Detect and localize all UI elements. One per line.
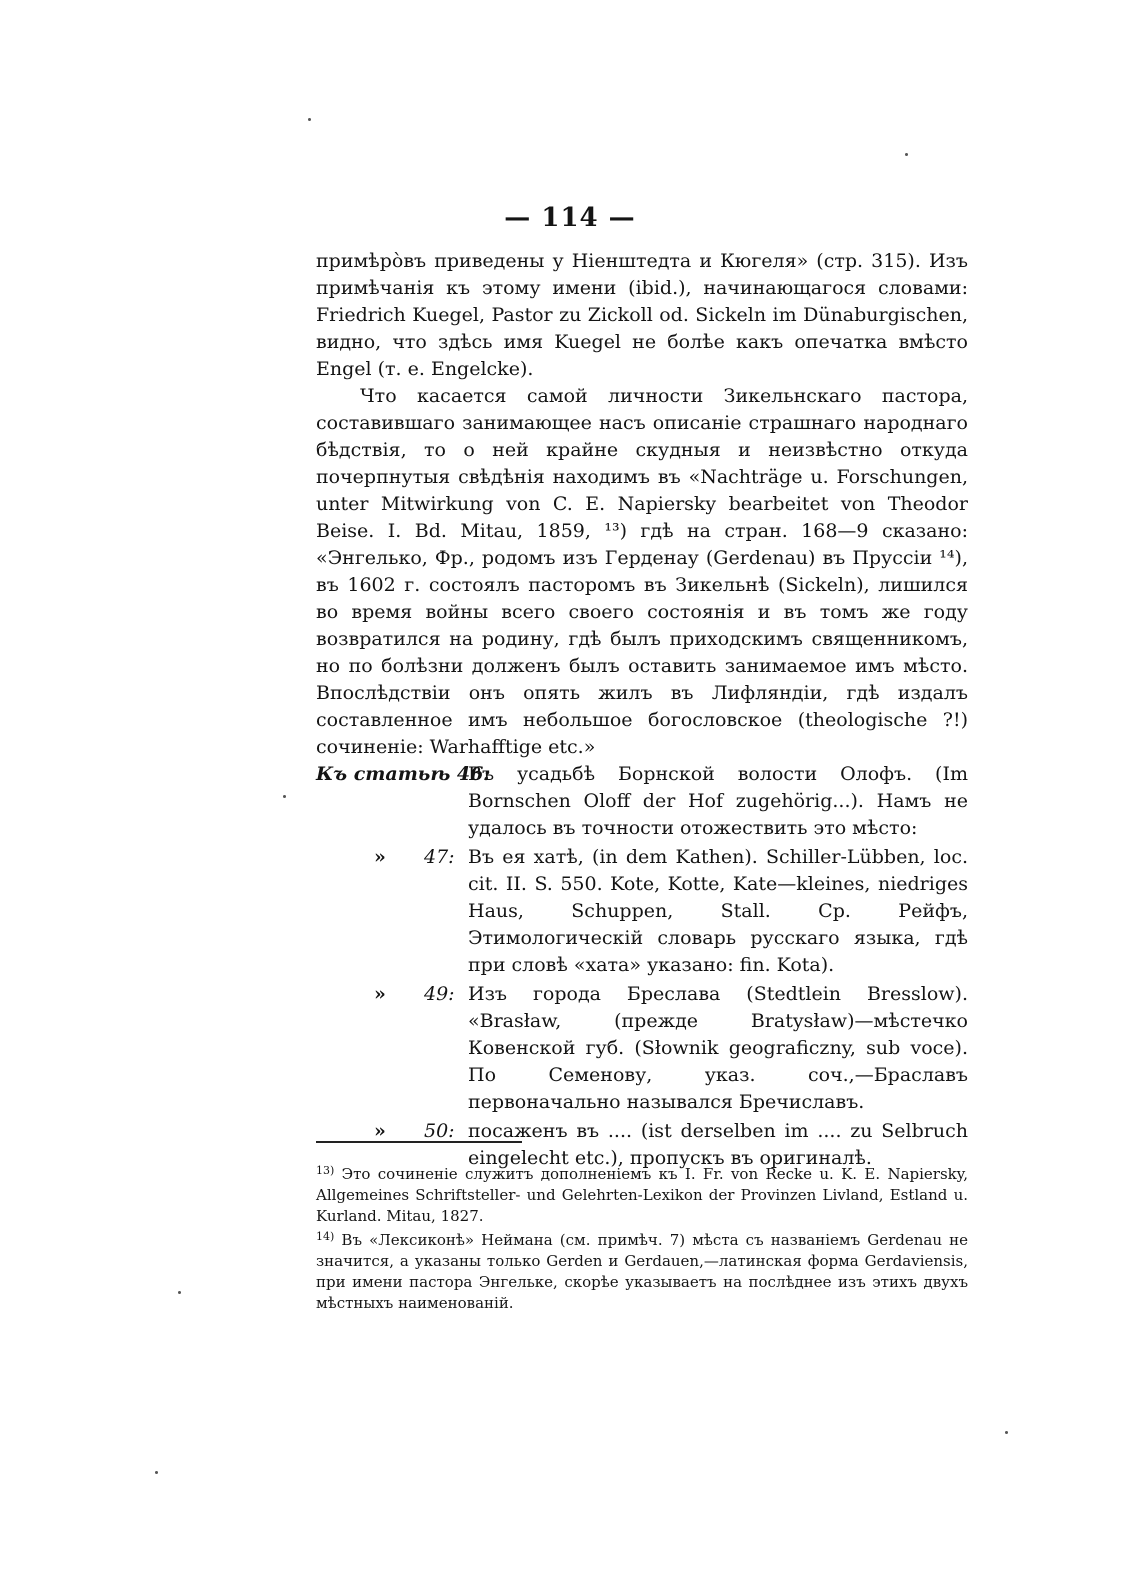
paper-speck: [1005, 1431, 1008, 1434]
paper-speck: [155, 1471, 158, 1474]
footnote-text: Въ «Лексиконѣ» Неймана (см. примѣч. 7) мѣста съ названіемъ Gerdenau не значится, а указаны только Gerden и Gerdauen,—латинская форма Gerdaviensis, при имени пастора Энгельке, скорѣе указываетъ на послѣднее изъ этихъ двухъ мѣстныхъ наименованій.: [316, 1231, 968, 1312]
footnote-13: [316, 1160, 968, 1227]
page-number: — 114 —: [504, 203, 636, 233]
paragraph-1: примѣро̀въ приведены у Ніенштедта и Кюгеля» (стр. 315). Изъ примѣчанія къ этому имени (ibid.), начинающагося словами: Friedrich Kuegel, Pastor zu Zickoll od. Sickeln im Dünaburgischen, видно, что здѣсь имя Kuegel не болѣе какъ опечатка вмѣсто Engel (т. е. Engelcke).: [316, 250, 968, 380]
paper-speck: [283, 795, 286, 798]
commentary-entry-47: [316, 844, 968, 979]
paragraph-2: Что касается самой личности Зикельнскаго пастора, составившаго занимающее насъ описаніе страшнаго народнаго бѣдствія‚ то о ней крайне скудныя и неизвѣстно откуда почерпнутыя свѣдѣнія находимъ въ «Nachträge u. Forschungen, unter Mitwirkung von C. E. Napiersky bearbeitet von Theodor Beise. I. Bd. Mitau, 1859, ¹³) гдѣ на стран. 168—9 сказано: «Энгелько, Фр., родомъ изъ Герденау (Gerdenau) въ Пруссіи ¹⁴), въ 1602 г. состоялъ пасторомъ въ Зикельнѣ (Sickeln), лишился во время войны всего своего состоянія и въ томъ же году возвратился на родину, гдѣ былъ приходскимъ священникомъ, но по болѣзни долженъ былъ оставить занимаемое имъ мѣсто. Впослѣдствіи онъ опять жилъ въ Лифляндіи, гдѣ издалъ составленное имъ небольшое богословское (theologische ?!) сочиненіе: Warhafftige etc.»: [316, 385, 968, 758]
commentary-number: 49:: [424, 983, 455, 1005]
commentary-entry-49: [316, 981, 968, 1116]
commentary-label: Къ статьѣ 46:: [316, 763, 491, 785]
main-text: [316, 248, 968, 1172]
commentary-entry-46: [316, 761, 968, 842]
paper-speck: [905, 153, 908, 156]
paper-speck: [308, 118, 311, 121]
commentary-number: 47:: [424, 846, 455, 868]
commentary-text: посаженъ въ .... (ist derselben im .... zu Selbruch eingelecht etc.), пропускъ въ оригиналѣ.: [468, 1120, 968, 1169]
footnote-text: Это сочиненіе служитъ дополненіемъ къ I. Fr. von Recke u. K. E. Napiersky, Allgemeines Schriftsteller- und Gelehrten-Lexikon der Provinzen Livland, Estland u. Kurland. Mitau, 1827.: [316, 1165, 968, 1225]
footnote-number: 13): [316, 1164, 335, 1177]
footnote-divider: [316, 1141, 522, 1143]
footnote-14: [316, 1226, 968, 1314]
paper-speck: [178, 1291, 181, 1294]
ditto-mark: »: [374, 1120, 386, 1142]
commentary-number: 50:: [424, 1120, 455, 1142]
commentary-text: Изъ города Бреслава (Stedtlein Bresslow). «Brasław, (прежде Bratysław)—мѣстечко Ковенской губ. (Słownik geograficzny, sub voce). По Семенову, указ. соч.,—Браславъ первоначально назывался Бречиславъ.: [468, 983, 968, 1113]
commentary-text: Въ усадьбѣ Борнской волости Олофъ. (Im Bornschen Oloff der Hof zugehörig...). Намъ не удалось въ точности отожествить это мѣсто:: [468, 763, 968, 839]
commentary-text: Въ ея хатѣ, (in dem Kathen). Schiller-Lübben, loc. cit. II. S. 550. Kote, Kotte, Kate—kleines, niedriges Haus, Schuppen, Stall. Ср. Рейфъ, Этимологическій словарь русскаго языка, гдѣ при словѣ «хата» указано: fin. Kota).: [468, 846, 968, 976]
ditto-mark: »: [374, 846, 386, 868]
ditto-mark: »: [374, 983, 386, 1005]
footnote-number: 14): [316, 1230, 335, 1243]
